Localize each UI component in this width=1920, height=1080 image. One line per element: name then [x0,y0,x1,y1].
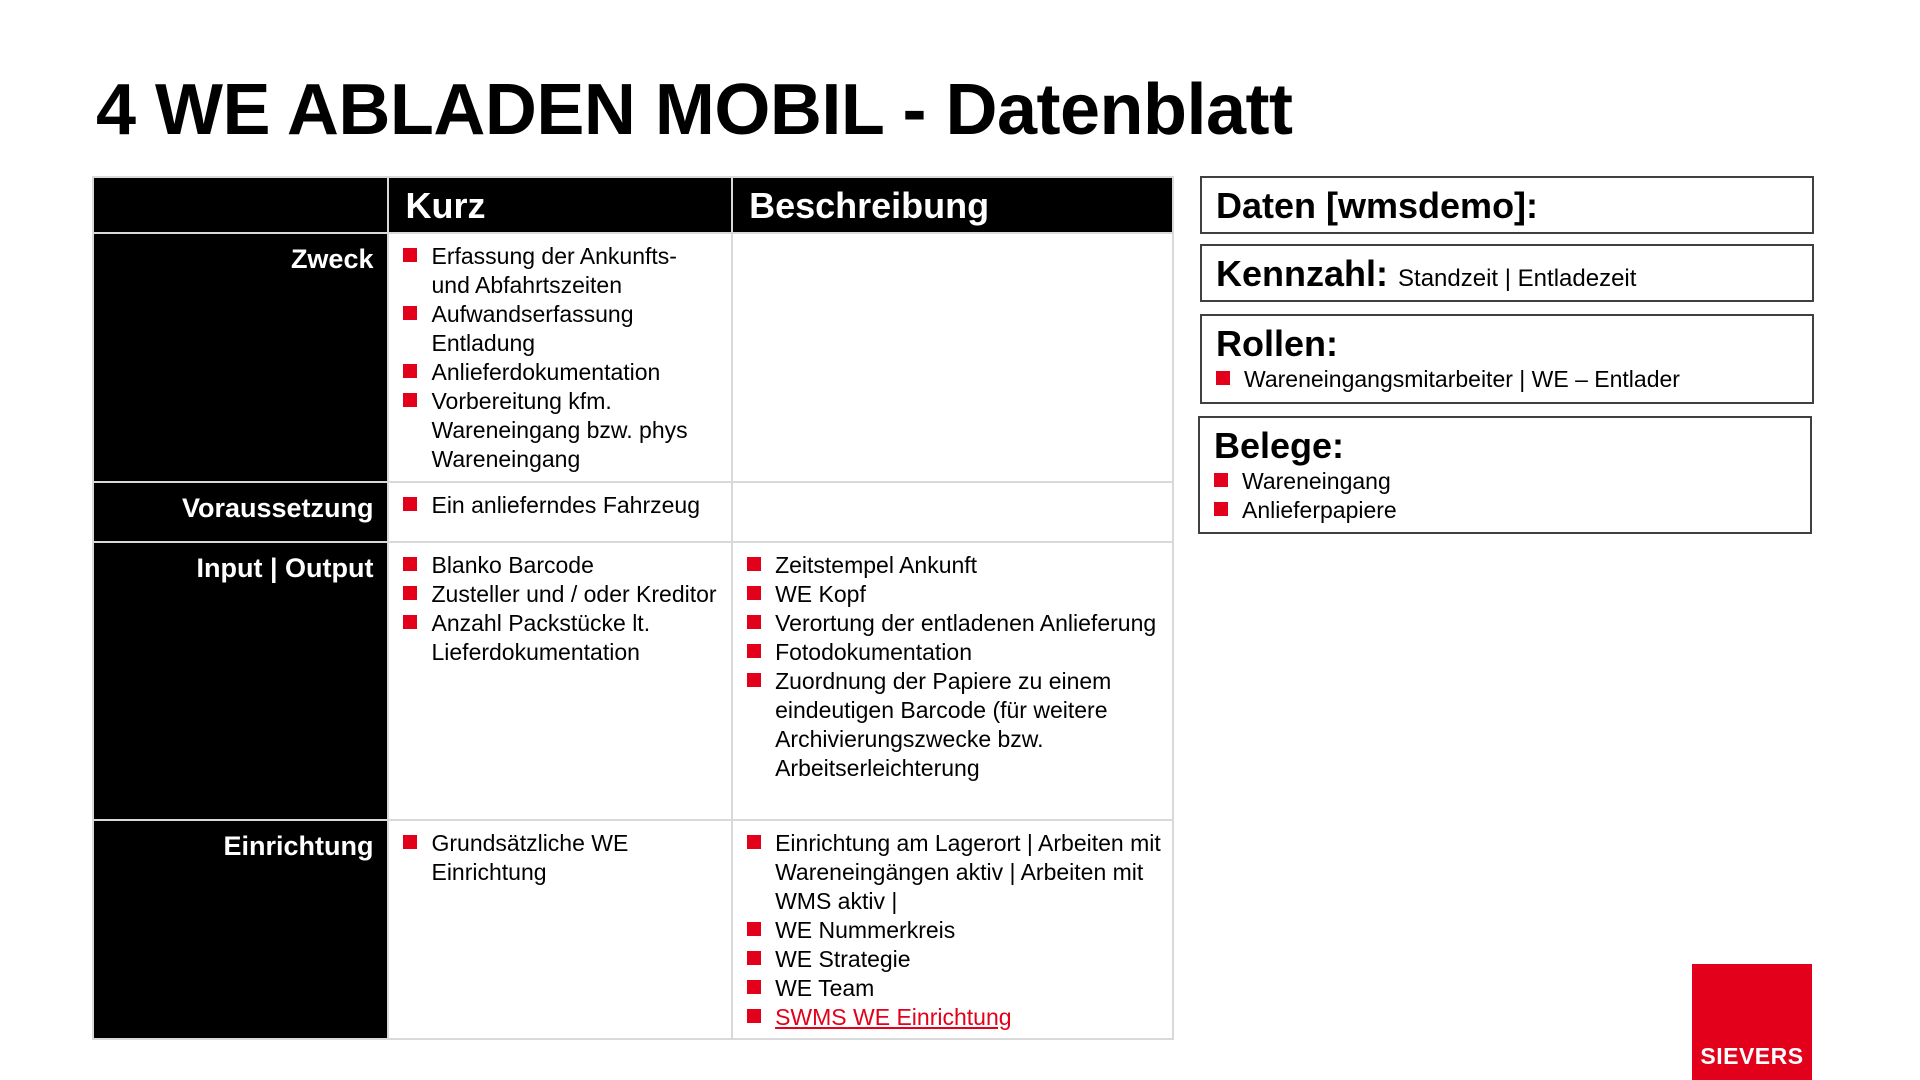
bullet-icon [1216,371,1230,385]
header-empty [93,177,388,233]
rollen-heading: Rollen: [1216,323,1338,364]
bullet-icon [403,615,417,629]
bullet-icon [1214,473,1228,487]
list-item: Grundsätzliche WE Einrichtung [403,829,721,887]
cell-voraussetzung-beschreibung [732,482,1173,542]
table-row-voraussetzung [93,482,1173,542]
table-header-row [93,177,1173,233]
list-item: WE Nummerkreis [747,916,1162,945]
row-label-voraussetzung: Voraussetzung [93,482,388,542]
list-item: Anzahl Packstücke lt. Lieferdokumentation [403,609,721,667]
cell-einrichtung-beschreibung [732,820,1173,1039]
cell-zweck-beschreibung [732,233,1173,482]
bullet-icon [747,1009,761,1023]
bullet-icon [747,951,761,965]
bullet-icon [747,644,761,658]
list-item: Wareneingangsmitarbeiter | WE – Entlader [1216,365,1798,394]
table-row-zweck [93,233,1173,482]
bullet-icon [403,586,417,600]
list-item: Wareneingang [1214,467,1796,496]
bullet-icon [403,306,417,320]
cell-voraussetzung-kurz [388,482,732,542]
header-beschreibung: Beschreibung [732,177,1173,233]
bullet-icon [403,557,417,571]
list-item: Blanko Barcode [403,551,721,580]
daten-box [1200,176,1814,234]
list-item: WE Team [747,974,1162,1003]
bullet-icon [747,922,761,936]
list-item: Zuordnung der Papiere zu einem eindeutigen Barcode (für weitere Archivierungszwecke bzw. Arbeitserleichterung [747,667,1162,783]
bullet-icon [403,835,417,849]
datasheet-table [92,176,1174,1040]
list-item: WE Kopf [747,580,1162,609]
list-item: Fotodokumentation [747,638,1162,667]
bullet-icon [747,980,761,994]
header-kurz: Kurz [388,177,732,233]
row-label-input-output: Input | Output [93,542,388,820]
table-row-einrichtung [93,820,1173,1039]
list-item: Ein anlieferndes Fahrzeug [403,491,721,520]
swms-we-einrichtung-link[interactable]: SWMS WE Einrichtung [775,1004,1012,1030]
list-item: Einrichtung am Lagerort | Arbeiten mit Wareneingängen aktiv | Arbeiten mit WMS aktiv | [747,829,1162,916]
belege-heading: Belege: [1214,425,1345,466]
bullet-icon [747,557,761,571]
kennzahl-heading: Kennzahl: Standzeit | Entladezeit [1216,253,1637,294]
cell-input-output-kurz [388,542,732,820]
list-item: Zusteller und / oder Kreditor [403,580,721,609]
table-row-input-output [93,542,1173,820]
rollen-box [1200,314,1814,404]
kennzahl-value: Standzeit | Entladezeit [1398,265,1637,292]
bullet-icon [747,586,761,600]
list-item: Verortung der entladenen Anlieferung [747,609,1162,638]
list-item: Zeitstempel Ankunft [747,551,1162,580]
list-item: Anlieferpapiere [1214,496,1796,525]
list-item: Anlieferdokumentation [403,358,721,387]
belege-box [1198,416,1812,534]
page-title: 4 WE ABLADEN MOBIL - Datenblatt [96,70,1293,150]
bullet-icon [747,673,761,687]
row-label-zweck: Zweck [93,233,388,482]
cell-input-output-beschreibung [732,542,1173,820]
daten-heading: Daten [wmsdemo]: [1216,185,1539,226]
bullet-icon [403,497,417,511]
bullet-icon [403,393,417,407]
row-label-einrichtung: Einrichtung [93,820,388,1039]
list-item [747,1003,1162,1032]
bullet-icon [403,248,417,262]
cell-einrichtung-kurz [388,820,732,1039]
bullet-icon [747,835,761,849]
bullet-icon [403,364,417,378]
list-item: Aufwandserfassung Entladung [403,300,721,358]
list-item: Vorbereitung kfm. Wareneingang bzw. phys Wareneingang [403,387,721,474]
kennzahl-box [1200,244,1814,302]
logo-text: SIEVERS [1700,1043,1804,1069]
bullet-icon [747,615,761,629]
list-item: WE Strategie [747,945,1162,974]
list-item: Erfassung der Ankunfts- und Abfahrtszeiten [403,242,721,300]
bullet-icon [1214,502,1228,516]
sievers-logo [1692,964,1812,1080]
cell-zweck-kurz [388,233,732,482]
